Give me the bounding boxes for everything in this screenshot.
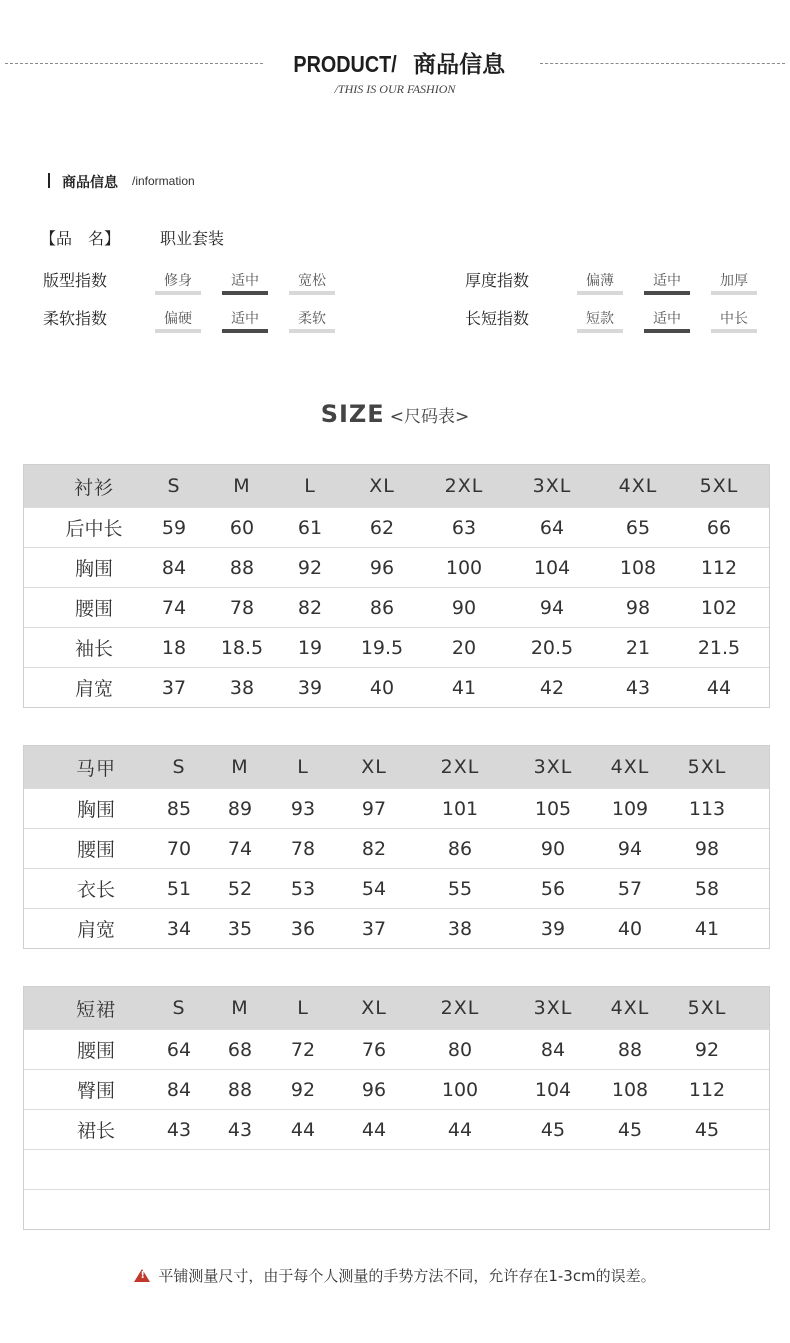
table-row	[24, 587, 769, 627]
section-subtitle: /information	[132, 174, 195, 188]
table-cell: 40	[369, 676, 395, 699]
table-header-cell: 2XL	[444, 475, 484, 497]
table-cell: 74	[161, 596, 187, 619]
page-title	[0, 46, 790, 79]
index-label: 厚度指数	[465, 271, 530, 290]
table-header-cell: 3XL	[532, 475, 572, 497]
product-name-label: 【品 名】	[40, 229, 121, 248]
table-row-label: 裙长	[76, 1120, 116, 1142]
table-header-cell: L	[304, 475, 316, 497]
size-table	[23, 464, 770, 708]
table-cell: 72	[290, 1038, 316, 1061]
table-row-label: 胸围	[74, 558, 114, 580]
index-option-label: 宽松	[298, 273, 326, 289]
index-option-label: 中长	[720, 311, 748, 327]
table-row	[24, 1069, 769, 1109]
table-cell: 45	[617, 1118, 643, 1141]
table-cell: 112	[700, 556, 738, 579]
table-header-cell: 短裙	[75, 998, 117, 1021]
table-header-cell: XL	[361, 997, 387, 1019]
table-cell: 44	[447, 1118, 473, 1141]
table-cell: 37	[361, 917, 387, 940]
table-cell: 84	[540, 1038, 566, 1061]
index-label: 版型指数	[43, 271, 108, 290]
table-header-cell: 5XL	[687, 756, 727, 778]
size-title-main: SIZE	[320, 400, 385, 428]
page-subtitle: /THIS IS OUR FASHION	[334, 82, 456, 96]
table-cell: 63	[451, 516, 477, 539]
section-marker	[48, 173, 50, 188]
table-header-row	[24, 465, 769, 507]
index-option	[577, 270, 623, 293]
index-option-label: 偏硬	[164, 311, 192, 327]
table-cell: 109	[611, 797, 649, 820]
table-cell: 113	[688, 797, 726, 820]
table-header-cell: XL	[361, 756, 387, 778]
table-cell: 45	[540, 1118, 566, 1141]
table-cell: 53	[290, 877, 316, 900]
size-chart-title	[0, 400, 790, 428]
table-header-cell: 3XL	[533, 997, 573, 1019]
table-cell: 20.5	[530, 636, 574, 659]
table-cell: 44	[361, 1118, 387, 1141]
table-header-cell: XL	[369, 475, 395, 497]
table-row	[24, 627, 769, 667]
table-cell: 58	[694, 877, 720, 900]
table-row	[24, 507, 769, 547]
index-option-bar	[222, 329, 268, 333]
index-option-label: 柔软	[298, 311, 326, 327]
table-cell: 41	[451, 676, 477, 699]
index-option-selected	[644, 308, 690, 331]
table-cell: 43	[625, 676, 651, 699]
table-row-label: 后中长	[65, 518, 123, 540]
table-cell: 44	[706, 676, 732, 699]
index-option-label: 加厚	[720, 273, 748, 289]
table-cell: 18	[161, 636, 187, 659]
index-option-bar	[289, 291, 335, 295]
table-cell: 100	[441, 1078, 479, 1101]
table-row	[24, 828, 769, 868]
table-cell: 36	[290, 917, 316, 940]
table-header-cell: M	[231, 756, 249, 778]
table-cell: 55	[447, 877, 473, 900]
page-title-en: PRODUCT/	[293, 51, 397, 77]
table-cell: 40	[617, 917, 643, 940]
table-header-cell: 衬衫	[73, 476, 115, 499]
index-option-bar	[289, 329, 335, 333]
table-header-cell: 4XL	[618, 475, 658, 497]
table-header-row	[24, 746, 769, 788]
table-row-label: 袖长	[74, 638, 114, 660]
size-table	[23, 986, 770, 1230]
table-cell: 76	[361, 1038, 387, 1061]
table-cell: 85	[166, 797, 192, 820]
table-row-label: 衣长	[76, 879, 116, 901]
table-cell: 88	[229, 556, 255, 579]
measurement-note	[0, 1265, 790, 1286]
table-cell: 61	[297, 516, 323, 539]
table-cell: 20	[451, 636, 477, 659]
index-option-bar	[577, 329, 623, 333]
table-cell: 78	[290, 837, 316, 860]
table-header-cell: L	[297, 756, 309, 778]
section-title: 商品信息	[62, 175, 118, 191]
table-cell: 39	[540, 917, 566, 940]
index-option-bar	[155, 291, 201, 295]
table-row-label: 胸围	[76, 799, 116, 821]
size-table	[23, 745, 770, 949]
table-cell: 105	[534, 797, 572, 820]
size-title-sub: <尺码表>	[389, 407, 470, 427]
table-row	[24, 868, 769, 908]
table-cell: 19.5	[360, 636, 404, 659]
table-header-cell: 4XL	[610, 997, 650, 1019]
table-cell: 19	[297, 636, 323, 659]
table-cell: 86	[447, 837, 473, 860]
index-option-label: 适中	[231, 273, 259, 289]
table-cell: 96	[361, 1078, 387, 1101]
table-cell: 82	[361, 837, 387, 860]
index-option	[711, 308, 757, 331]
table-header-cell: 4XL	[610, 756, 650, 778]
table-cell: 80	[447, 1038, 473, 1061]
table-cell: 92	[694, 1038, 720, 1061]
table-row-label: 腰围	[76, 839, 116, 861]
table-cell: 34	[166, 917, 192, 940]
product-name-value: 职业套装	[160, 229, 225, 248]
table-cell: 108	[619, 556, 657, 579]
table-header-cell: S	[172, 997, 186, 1019]
index-option-bar	[644, 329, 690, 333]
table-cell: 38	[229, 676, 255, 699]
table-cell: 57	[617, 877, 643, 900]
index-option-label: 短款	[586, 311, 614, 327]
index-option-bar	[577, 291, 623, 295]
table-cell: 37	[161, 676, 187, 699]
table-header-cell: M	[231, 997, 249, 1019]
table-cell: 104	[533, 556, 571, 579]
index-option-selected	[222, 270, 268, 293]
index-option-bar	[155, 329, 201, 333]
table-cell: 70	[166, 837, 192, 860]
table-cell: 68	[227, 1038, 253, 1061]
table-cell: 39	[297, 676, 323, 699]
index-option-bar	[222, 291, 268, 295]
table-row	[24, 1149, 769, 1189]
table-cell: 59	[161, 516, 187, 539]
table-cell: 101	[441, 797, 479, 820]
table-header-cell: 2XL	[440, 997, 480, 1019]
table-row	[24, 1029, 769, 1069]
table-cell: 96	[369, 556, 395, 579]
index-option-selected	[644, 270, 690, 293]
table-cell: 90	[540, 837, 566, 860]
table-cell: 89	[227, 797, 253, 820]
index-option	[155, 270, 201, 293]
table-cell: 88	[617, 1038, 643, 1061]
index-option-label: 修身	[164, 273, 192, 289]
index-option	[289, 308, 335, 331]
index-option-bar	[644, 291, 690, 295]
table-cell: 84	[161, 556, 187, 579]
table-row	[24, 1109, 769, 1149]
table-cell: 102	[700, 596, 738, 619]
table-header-cell: 2XL	[440, 756, 480, 778]
table-header-cell: 马甲	[75, 757, 117, 780]
table-cell: 38	[447, 917, 473, 940]
index-option-label: 偏薄	[586, 273, 614, 289]
table-cell: 94	[617, 837, 643, 860]
table-cell: 92	[290, 1078, 316, 1101]
table-cell: 82	[297, 596, 323, 619]
table-cell: 98	[625, 596, 651, 619]
table-cell: 92	[297, 556, 323, 579]
warning-icon	[134, 1269, 150, 1282]
index-option	[577, 308, 623, 331]
table-header-cell: S	[167, 475, 181, 497]
table-row-label: 腰围	[74, 598, 114, 620]
index-option	[155, 308, 201, 331]
index-option-label: 适中	[231, 311, 259, 327]
table-cell: 21	[625, 636, 651, 659]
table-header-cell: 5XL	[687, 997, 727, 1019]
table-header-cell: 5XL	[699, 475, 739, 497]
table-cell: 43	[166, 1118, 192, 1141]
table-cell: 51	[166, 877, 192, 900]
table-cell: 65	[625, 516, 651, 539]
table-cell: 98	[694, 837, 720, 860]
table-cell: 62	[369, 516, 395, 539]
table-cell: 88	[227, 1078, 253, 1101]
index-option-bar	[711, 329, 757, 333]
index-option-selected	[222, 308, 268, 331]
table-cell: 56	[540, 877, 566, 900]
page-title-cn: 商品信息	[413, 52, 506, 78]
table-row-label: 肩宽	[76, 919, 116, 941]
table-row	[24, 547, 769, 587]
table-cell: 78	[229, 596, 255, 619]
table-cell: 97	[361, 797, 387, 820]
table-header-cell: S	[172, 756, 186, 778]
table-header-cell: L	[297, 997, 309, 1019]
table-cell: 54	[361, 877, 387, 900]
table-cell: 84	[166, 1078, 192, 1101]
table-cell: 44	[290, 1118, 316, 1141]
table-row	[24, 667, 769, 707]
table-cell: 90	[451, 596, 477, 619]
table-cell: 74	[227, 837, 253, 860]
index-option-label: 适中	[653, 273, 681, 289]
table-cell: 94	[539, 596, 565, 619]
table-cell: 18.5	[220, 636, 264, 659]
table-cell: 64	[166, 1038, 192, 1061]
table-row-label: 腰围	[76, 1040, 116, 1062]
table-cell: 100	[445, 556, 483, 579]
table-cell: 93	[290, 797, 316, 820]
index-option	[711, 270, 757, 293]
table-cell: 45	[694, 1118, 720, 1141]
index-option	[289, 270, 335, 293]
table-cell: 41	[694, 917, 720, 940]
index-label: 长短指数	[465, 309, 530, 328]
table-header-row	[24, 987, 769, 1029]
table-cell: 66	[706, 516, 732, 539]
table-cell: 112	[688, 1078, 726, 1101]
index-option-label: 适中	[653, 311, 681, 327]
table-row	[24, 788, 769, 828]
table-cell: 21.5	[697, 636, 741, 659]
table-cell: 42	[539, 676, 565, 699]
table-cell: 64	[539, 516, 565, 539]
table-row	[24, 908, 769, 948]
table-cell: 35	[227, 917, 253, 940]
measurement-note-text: 平铺测量尺寸，由于每个人测量的手势方法不同，允许存在1-3cm的误差。	[158, 1267, 656, 1285]
table-row-label: 肩宽	[74, 678, 114, 700]
table-cell: 52	[227, 877, 253, 900]
index-option-bar	[711, 291, 757, 295]
table-cell: 60	[229, 516, 255, 539]
table-row-label: 臀围	[76, 1080, 116, 1102]
table-cell: 43	[227, 1118, 253, 1141]
table-cell: 86	[369, 596, 395, 619]
table-cell: 104	[534, 1078, 572, 1101]
table-cell: 108	[611, 1078, 649, 1101]
table-header-cell: M	[233, 475, 251, 497]
table-row	[24, 1189, 769, 1229]
table-header-cell: 3XL	[533, 756, 573, 778]
index-label: 柔软指数	[43, 309, 108, 328]
